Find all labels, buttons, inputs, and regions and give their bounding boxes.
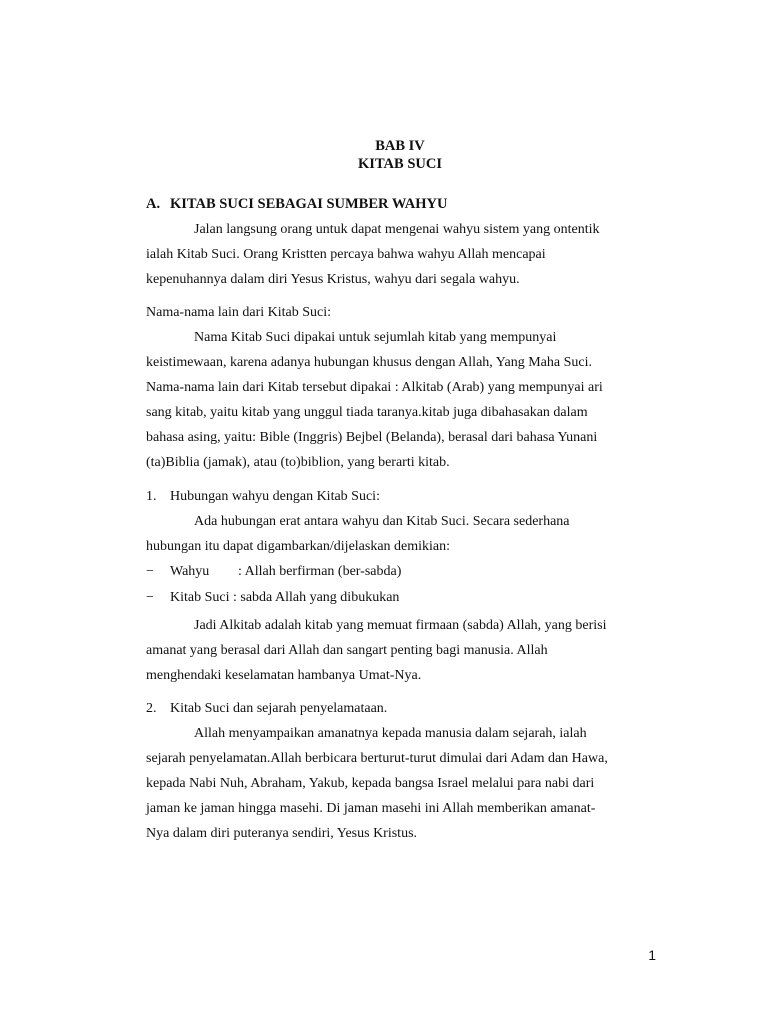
paragraph-line: sang kitab, yaitu kitab yang unggul tiada taranya.kitab juga dibahasakan dalam <box>146 405 588 420</box>
section-heading-text: KITAB SUCI SEBAGAI SUMBER WAHYU <box>170 196 448 212</box>
item-heading: Kitab Suci dan sejarah penyelamataan. <box>170 701 388 716</box>
paragraph-line: keistimewaan, karena adanya hubungan khusus dengan Allah, Yang Maha Suci. <box>146 355 592 370</box>
paragraph-line: amanat yang berasal dari Allah dan sangart penting bagi manusia. Allah <box>146 643 548 658</box>
section-a-heading <box>146 195 447 213</box>
paragraph-line: ialah Kitab Suci. Orang Kristten percaya bahwa wahyu Allah mencapai <box>146 247 546 262</box>
paragraph-line: bahasa asing, yaitu: Bible (Inggris) Bejbel (Belanda), berasal dari bahasa Yunani <box>146 430 598 445</box>
paragraph-line: Nya dalam diri puteranya sendiri, Yesus Kristus. <box>146 826 418 841</box>
bullet-definition: : Allah berfirman (ber-sabda) <box>238 564 402 579</box>
paragraph-line: sejarah penyelamatan.Allah berbicara berturut-turut dimulai dari Adam dan Hawa, <box>146 751 608 766</box>
chapter-label: BAB IV <box>375 138 425 154</box>
names-heading: Nama-nama lain dari Kitab Suci: <box>146 305 332 320</box>
item-number: 1. <box>146 489 157 504</box>
chapter-title: KITAB SUCI <box>358 156 442 172</box>
paragraph-line: Jalan langsung orang untuk dapat mengenai wahyu sistem yang ontentik <box>194 222 600 237</box>
section-letter: A. <box>146 196 161 212</box>
paragraph-line: Nama-nama lain dari Kitab tersebut dipakai : Alkitab (Arab) yang mempunyai ari <box>146 380 603 395</box>
dash-icon: − <box>146 590 154 605</box>
item-heading: Hubungan wahyu dengan Kitab Suci: <box>170 489 380 504</box>
paragraph-line: Allah menyampaikan amanatnya kepada manusia dalam sejarah, ialah <box>194 726 587 741</box>
paragraph-line: Jadi Alkitab adalah kitab yang memuat firmaan (sabda) Allah, yang berisi <box>194 618 607 633</box>
numbered-item-1 <box>146 488 380 506</box>
paragraph-line: hubungan itu dapat digambarkan/dijelaskan demikian: <box>146 539 451 554</box>
paragraph-line: Nama Kitab Suci dipakai untuk sejumlah kitab yang mempunyai <box>194 330 557 345</box>
paragraph-line: menghendaki keselamatan hambanya Umat-Nya. <box>146 668 422 683</box>
numbered-item-2 <box>146 700 387 718</box>
item-number: 2. <box>146 701 157 716</box>
paragraph-line: (ta)Biblia (jamak), atau (to)biblion, yang berarti kitab. <box>146 455 450 470</box>
paragraph-line: jaman ke jaman hingga masehi. Di jaman masehi ini Allah memberikan amanat- <box>146 801 596 816</box>
paragraph-line: kepenuhannya dalam diri Yesus Kristus, wahyu dari segala wahyu. <box>146 272 520 287</box>
paragraph-line: kepada Nabi Nuh, Abraham, Yakub, kepada bangsa Israel melalui para nabi dari <box>146 776 595 791</box>
paragraph-line: Ada hubungan erat antara wahyu dan Kitab Suci. Secara sederhana <box>194 514 570 529</box>
bullet-term: Wahyu <box>170 564 210 579</box>
dash-icon: − <box>146 564 154 579</box>
bullet-text: Kitab Suci : sabda Allah yang dibukukan <box>170 590 400 605</box>
page-number: 1 <box>648 947 656 963</box>
